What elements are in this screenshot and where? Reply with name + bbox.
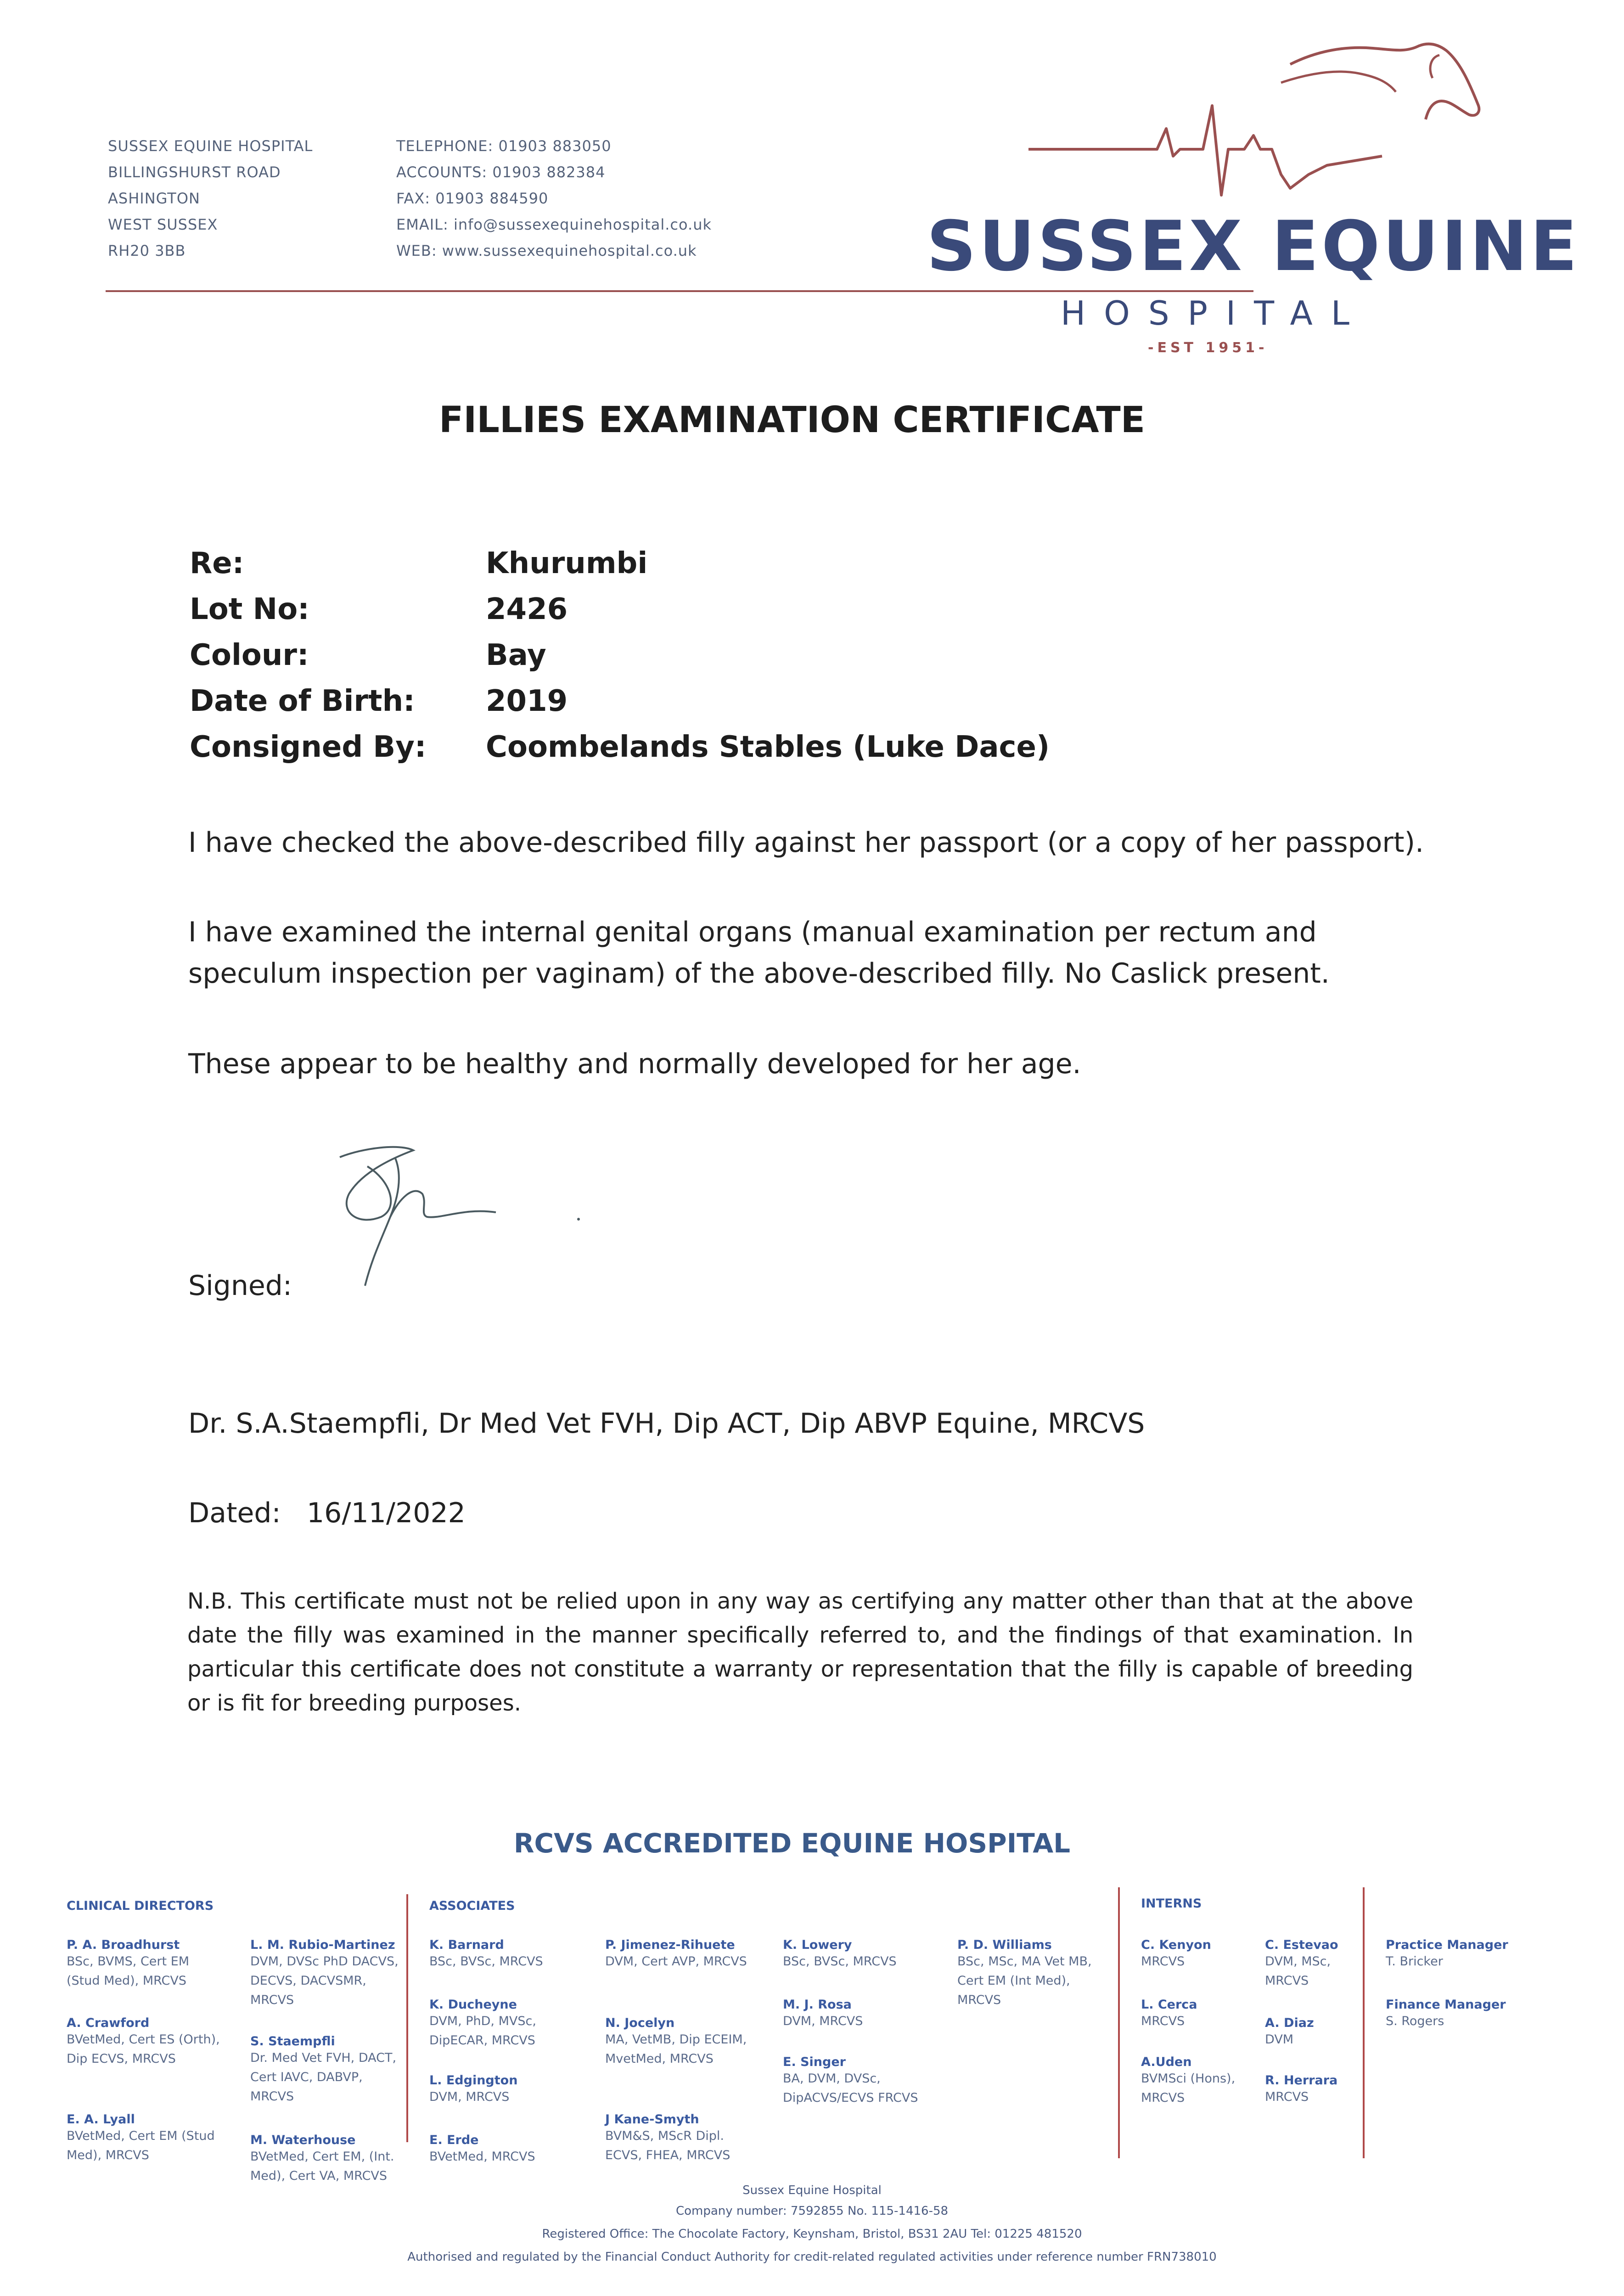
staff-name: C. Estevao [1265,1938,1338,1952]
page-title: FILLIES EXAMINATION CERTIFICATE [439,400,1145,441]
clinical-directors-heading: CLINICAL DIRECTORS [67,1899,214,1913]
staff-name: L. Edgington [429,2073,518,2088]
staff-entry [1386,1998,1533,2031]
staff-name: P. A. Broadhurst [67,1938,180,1952]
staff-name: K. Lowery [783,1938,852,1952]
staff-entry [429,2133,585,2167]
header-divider [106,290,1253,292]
logo-title: SUSSEX EQUINE [927,207,1580,287]
staff-entry [605,2112,761,2165]
detail-value: Khurumbi [486,546,648,580]
staff-entry [605,2016,761,2069]
staff-name: K. Barnard [429,1938,504,1952]
footer-company: Sussex Equine Hospital [742,2183,882,2197]
staff-name: J Kane-Smyth [605,2112,699,2127]
staff-qualifications: DVM, PhD, MVSc, DipECAR, MRCVS [429,2014,536,2048]
staff-entry [67,1938,223,1991]
website[interactable]: WEB: www.sussexequinehospital.co.uk [396,242,697,259]
staff-name: Practice Manager [1386,1938,1508,1952]
staff-name: K. Ducheyne [429,1998,517,2012]
accounts-phone: ACCOUNTS: 01903 882384 [396,163,606,181]
staff-name: P. Jimenez-Rihuete [605,1938,735,1952]
staff-name: M. Waterhouse [250,2133,356,2147]
staff-entry [957,1938,1095,2010]
telephone: TELEPHONE: 01903 883050 [396,137,612,155]
staff-entry [250,2034,406,2106]
staff-qualifications: BVM&S, MScR Dipl. ECVS, FHEA, MRCVS [605,2129,731,2162]
address-line: ASHINGTON [108,190,200,207]
staff-name: A. Diaz [1265,2016,1314,2030]
staff-qualifications: BSc, BVSc, MRCVS [429,1954,543,1969]
signed-label: Signed: [188,1270,292,1302]
staff-entry [605,1938,761,1971]
address-line: BILLINGSHURST ROAD [108,163,281,181]
staff-qualifications: BVetMed, Cert EM (Stud Med), MRCVS [67,2129,215,2162]
column-divider [406,1894,408,2142]
staff-qualifications: BVetMed, MRCVS [429,2150,535,2164]
staff-qualifications: BVMSci (Hons), MRCVS [1141,2071,1236,2105]
staff-qualifications: DVM, DVSc PhD DACVS, DECVS, DACVSMR, MRCVS [250,1954,399,2007]
contact-block [396,133,712,264]
staff-qualifications: T. Bricker [1386,1954,1443,1969]
handwritten-signature [321,1130,615,1304]
staff-name: E. Singer [783,2055,846,2069]
detail-label: Colour: [190,638,309,672]
email[interactable]: EMAIL: info@sussexequinehospital.co.uk [396,216,712,233]
interns-heading: INTERNS [1141,1896,1202,1911]
staff-entry [783,1938,939,1971]
associates-heading: ASSOCIATES [429,1899,515,1913]
staff-entry [1141,1938,1260,1971]
staff-entry [429,2073,585,2107]
staff-qualifications: DVM, MRCVS [783,2014,863,2028]
staff-qualifications: BVetMed, Cert ES (Orth), Dip ECVS, MRCVS [67,2032,220,2066]
staff-entry [250,2133,406,2186]
logo-subtitle: HOSPITAL [1061,294,1368,332]
staff-entry [1141,2055,1260,2108]
signatory-name: Dr. S.A.Staempfli, Dr Med Vet FVH, Dip ACT, Dip ABVP Equine, MRCVS [188,1407,1145,1440]
staff-name: Finance Manager [1386,1998,1506,2012]
detail-value: Bay [486,638,546,672]
fax: FAX: 01903 884590 [396,190,549,207]
staff-name: C. Kenyon [1141,1938,1211,1952]
detail-label: Re: [190,546,244,580]
dated-value: 16/11/2022 [307,1497,466,1529]
detail-value: 2426 [486,592,568,626]
examination-paragraph: I have examined the internal genital organs (manual examination per rectum and speculum inspection per vaginam) of the above-described filly. No Caslick present. [188,916,1330,990]
column-divider [1118,1887,1120,2158]
staff-name: N. Jocelyn [605,2016,675,2030]
staff-entry [67,2016,223,2069]
address-line: SUSSEX EQUINE HOSPITAL [108,137,313,155]
staff-name: R. Herrara [1265,2073,1338,2088]
detail-label: Consigned By: [190,730,427,764]
staff-entry [1386,1938,1533,1971]
staff-qualifications: BSc, MSc, MA Vet MB, Cert EM (Int Med), MRCVS [957,1954,1092,2007]
staff-entry [429,1998,585,2050]
staff-qualifications: MRCVS [1141,1954,1185,1969]
detail-row [190,684,568,730]
staff-name: E. A. Lyall [67,2112,135,2127]
staff-qualifications: BA, DVM, DVSc, DipACVS/ECVS FRCVS [783,2071,918,2105]
staff-qualifications: S. Rogers [1386,2014,1444,2028]
detail-value: Coombelands Stables (Luke Dace) [486,730,1050,764]
staff-name: A. Crawford [67,2016,150,2030]
logo-est: -EST 1951- [1148,340,1268,356]
staff-entry [1141,1998,1260,2031]
staff-entry [1265,2073,1357,2107]
detail-label: Date of Birth: [190,684,415,718]
detail-value: 2019 [486,684,568,718]
accreditation-heading: RCVS ACCREDITED EQUINE HOSPITAL [513,1828,1071,1859]
staff-name: L. M. Rubio-Martinez [250,1938,395,1952]
staff-qualifications: MRCVS [1265,2090,1309,2104]
address-line: RH20 3BB [108,242,186,259]
staff-qualifications: DVM, Cert AVP, MRCVS [605,1954,747,1969]
staff-entry [1265,1938,1357,1991]
footer-registered-office: Registered Office: The Chocolate Factory, Keynsham, Bristol, BS31 2AU Tel: 01225 481520 [542,2227,1082,2241]
column-divider [1363,1887,1365,2158]
staff-entry [783,1998,939,2031]
staff-entry [429,1938,585,1971]
dated-label: Dated: [188,1497,281,1529]
staff-qualifications: MRCVS [1141,2014,1185,2028]
staff-name: S. Staempfli [250,2034,335,2048]
staff-qualifications: DVM, MSc, MRCVS [1265,1954,1331,1988]
address-line: WEST SUSSEX [108,216,218,233]
staff-entry [250,1938,406,2010]
details-table [190,546,1050,776]
staff-entry [1265,2016,1357,2049]
detail-row [190,546,648,592]
address-block [108,133,313,264]
detail-row [190,730,1050,776]
staff-qualifications: MA, VetMB, Dip ECEIM, MvetMed, MRCVS [605,2032,747,2066]
staff-entry [67,2112,223,2165]
staff-qualifications: Dr. Med Vet FVH, DACT, Cert IAVC, DABVP, MRCVS [250,2051,397,2104]
staff-qualifications: BSc, BVMS, Cert EM (Stud Med), MRCVS [67,1954,190,1988]
detail-label: Lot No: [190,592,309,626]
staff-name: A.Uden [1141,2055,1192,2069]
staff-name: M. J. Rosa [783,1998,852,2012]
staff-qualifications: BSc, BVSc, MRCVS [783,1954,897,1969]
staff-name: E. Erde [429,2133,479,2147]
staff-name: P. D. Williams [957,1938,1052,1952]
staff-qualifications: DVM [1265,2032,1294,2047]
staff-name: L. Cerca [1141,1998,1197,2012]
detail-row [190,592,568,638]
staff-qualifications: BVetMed, Cert EM, (Int. Med), Cert VA, MRCVS [250,2150,394,2183]
footer-company-number: Company number: 7592855 No. 115-1416-58 [675,2204,949,2218]
detail-row [190,638,546,684]
footer-fca: Authorised and regulated by the Financial Conduct Authority for credit-related regulated activities under reference number FRN738010 [407,2250,1217,2264]
passport-check-paragraph: I have checked the above-described filly against her passport (or a copy of her passport). [188,827,1424,859]
staff-qualifications: DVM, MRCVS [429,2090,510,2104]
staff-entry [783,2055,939,2108]
disclaimer-note: N.B. This certificate must not be relied upon in any way as certifying any matter other than that at the above date the filly was examined in the manner specifically referred to, and the findings of that examination. In particular this certificate does not constitute a warranty or representation that the filly is capable of breeding or is fit for breeding purposes. [187,1588,1413,1716]
findings-paragraph: These appear to be healthy and normally developed for her age. [188,1048,1081,1080]
